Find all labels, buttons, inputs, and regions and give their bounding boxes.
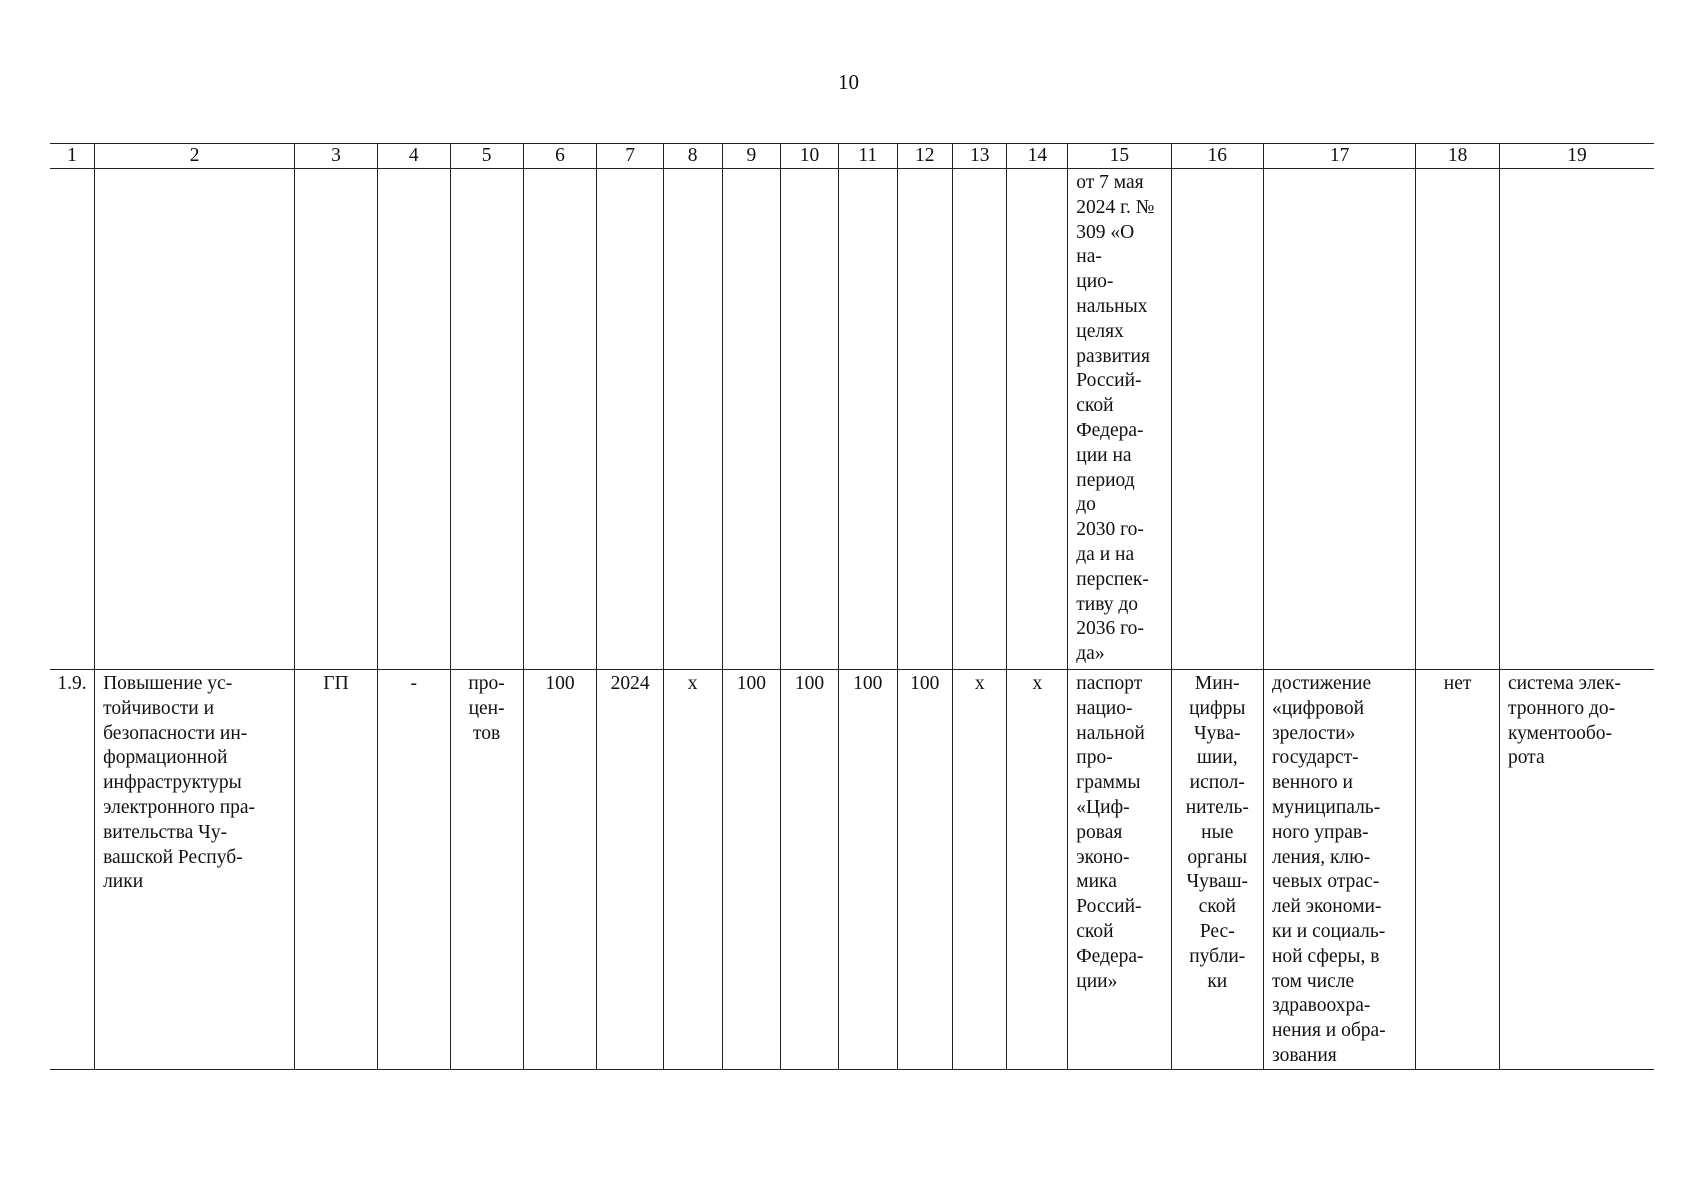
table-cell <box>1263 169 1415 670</box>
table-cell <box>377 169 450 670</box>
header-cell: 4 <box>377 144 450 169</box>
table-cell <box>450 169 523 670</box>
value-cell: 100 <box>781 670 839 1070</box>
header-cell: 13 <box>953 144 1007 169</box>
header-cell: 14 <box>1007 144 1068 169</box>
header-cell: 10 <box>781 144 839 169</box>
header-cell: 19 <box>1499 144 1654 169</box>
table-cell <box>523 169 597 670</box>
header-cell: 5 <box>450 144 523 169</box>
value-cell: 100 <box>897 670 952 1070</box>
header-cell: 2 <box>95 144 295 169</box>
table-cell <box>663 169 722 670</box>
page-number: 10 <box>838 70 859 94</box>
table-header-row <box>50 144 1654 169</box>
header-cell: 17 <box>1263 144 1415 169</box>
header-cell: 16 <box>1171 144 1263 169</box>
table-cell <box>897 169 952 670</box>
column-13-cell: x <box>953 670 1007 1070</box>
column-14-cell: x <box>1007 670 1068 1070</box>
document-cell: паспорт нацио- нальной про- граммы «Циф- ровая эконо- мика Россий- ской Федера- ции» <box>1068 670 1171 1070</box>
row-number-cell: 1.9. <box>50 670 95 1070</box>
header-cell: 9 <box>722 144 781 169</box>
table-cell <box>295 169 378 670</box>
column-4-cell: - <box>377 670 450 1070</box>
header-cell: 8 <box>663 144 722 169</box>
header-cell: 6 <box>523 144 597 169</box>
base-year-cell: 2024 <box>597 670 663 1070</box>
base-value-cell: 100 <box>523 670 597 1070</box>
national-goal-cell: достижение «цифровой зрелости» государст- венного и муниципаль- ного управ- ления, клю- чевых отрас- лей экономи- ки и социаль- ной сферы, в том числе здравоохра- нения и обра- зования <box>1263 670 1415 1070</box>
table-cell <box>781 169 839 670</box>
information-system-cell: система элек- тронного до- кументообо- рота <box>1499 670 1654 1070</box>
table-cell <box>953 169 1007 670</box>
unit-cell: про- цен- тов <box>450 670 523 1070</box>
table-cell <box>1171 169 1263 670</box>
table-cell <box>1416 169 1500 670</box>
indicators-table <box>50 143 1654 1070</box>
header-cell: 7 <box>597 144 663 169</box>
value-cell: 100 <box>722 670 781 1070</box>
responsible-cell: Мин- цифры Чува- шии, испол- нитель- ные органы Чуваш- ской Рес- публи- ки <box>1171 670 1263 1070</box>
header-cell: 15 <box>1068 144 1171 169</box>
table-row-1-9 <box>50 670 1654 1070</box>
header-cell: 11 <box>838 144 897 169</box>
indicator-name-cell: Повышение ус- тойчивости и безопасности ин- формационной инфраструктуры электронного пра- вительства Чу- вашской Респуб- лики <box>95 670 295 1070</box>
table-cell <box>1007 169 1068 670</box>
table-cell <box>50 169 95 670</box>
header-cell: 18 <box>1416 144 1500 169</box>
header-cell: 12 <box>897 144 952 169</box>
table-cell <box>1499 169 1654 670</box>
indicator-type-cell: ГП <box>295 670 378 1070</box>
header-cell: 1 <box>50 144 95 169</box>
table-cell <box>838 169 897 670</box>
header-cell: 3 <box>295 144 378 169</box>
table-row-continuation <box>50 169 1654 670</box>
normative-act-cell: от 7 мая 2024 г. № 309 «О на- цио- нальных целях развития Россий- ской Федера- ции на период до 2030 го- да и на перспек- тиву до 2036 го- да» <box>1068 169 1171 670</box>
table-cell <box>597 169 663 670</box>
column-8-cell: x <box>663 670 722 1070</box>
value-cell: 100 <box>838 670 897 1070</box>
column-18-cell: нет <box>1416 670 1500 1070</box>
table-cell <box>95 169 295 670</box>
table-cell <box>722 169 781 670</box>
